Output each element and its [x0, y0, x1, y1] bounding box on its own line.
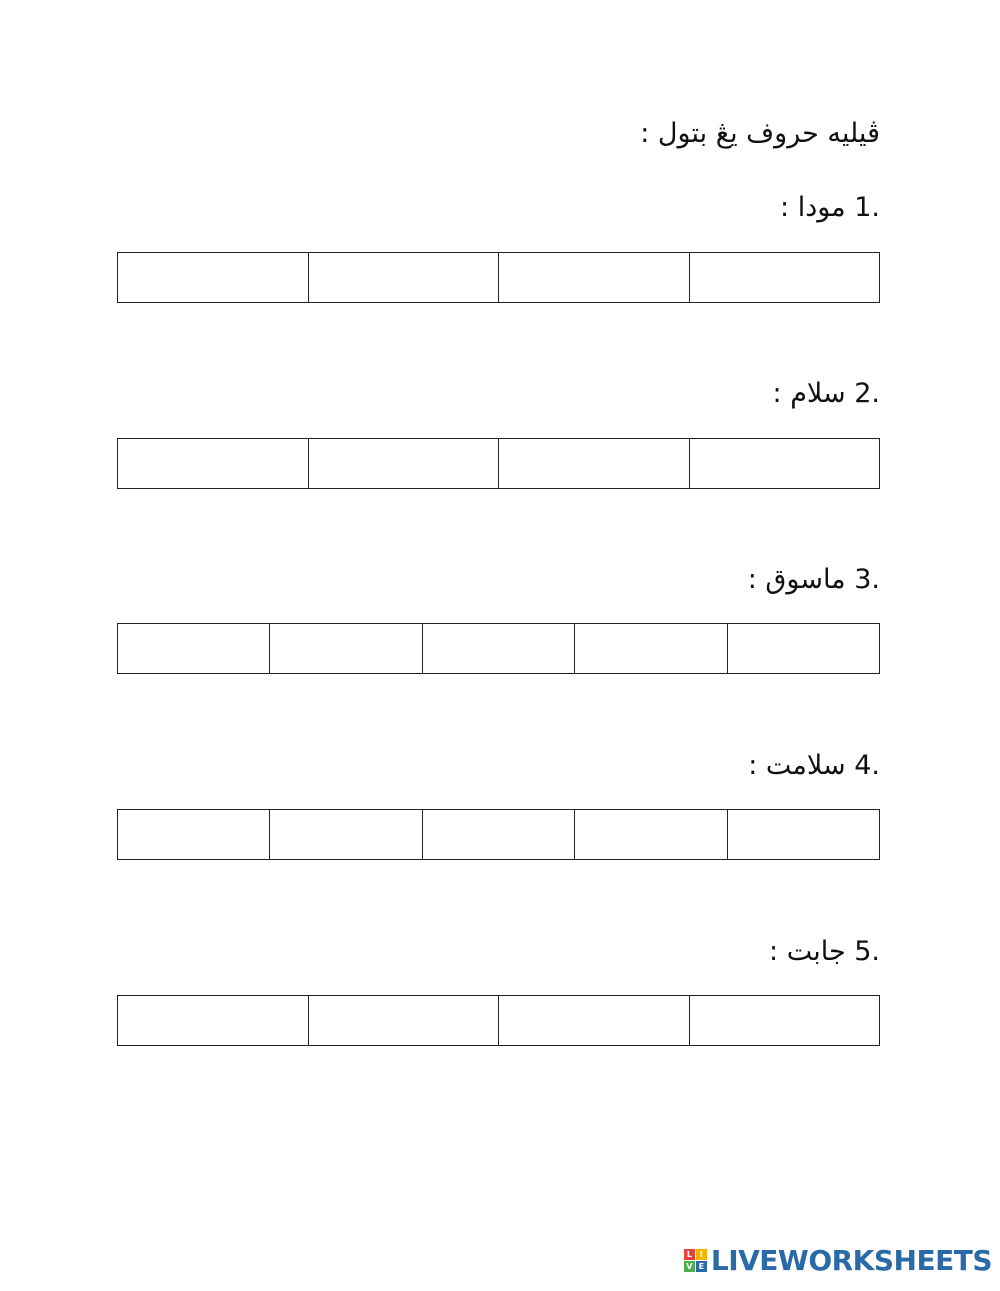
- logo-mark-letter: E: [696, 1261, 707, 1272]
- question-4: [117, 741, 880, 860]
- logo-mark-letter: I: [696, 1249, 707, 1260]
- question-colon: :: [772, 378, 782, 409]
- question-5: [117, 927, 880, 1046]
- question-number: 5.: [854, 936, 880, 967]
- logo-mark-letter: L: [684, 1249, 695, 1260]
- question-2: [117, 369, 880, 489]
- question-label: [117, 183, 880, 233]
- answer-box[interactable]: [574, 624, 726, 673]
- question-1: [117, 183, 880, 303]
- question-number: 2.: [854, 378, 880, 409]
- answer-box[interactable]: [689, 253, 880, 302]
- answer-box[interactable]: [689, 996, 880, 1045]
- question-word: ماسوق: [765, 564, 846, 595]
- answer-box[interactable]: [118, 996, 308, 1045]
- instruction-heading: ڤيليه حروف يڠ بتول :: [640, 118, 880, 149]
- answer-box[interactable]: [118, 253, 308, 302]
- answer-box[interactable]: [422, 624, 574, 673]
- answer-boxes: [117, 438, 880, 489]
- answer-box[interactable]: [727, 624, 879, 673]
- question-colon: :: [780, 192, 790, 223]
- question-label: [117, 741, 880, 791]
- answer-box[interactable]: [574, 810, 726, 859]
- answer-boxes: [117, 252, 880, 303]
- question-colon: :: [747, 564, 757, 595]
- question-label: [117, 555, 880, 605]
- answer-boxes: [117, 623, 880, 674]
- answer-box[interactable]: [498, 439, 689, 488]
- question-colon: :: [768, 936, 779, 967]
- logo-mark-letter: V: [684, 1261, 695, 1272]
- answer-boxes: [117, 809, 880, 860]
- question-word: جابت: [786, 936, 846, 967]
- answer-box[interactable]: [498, 996, 689, 1045]
- answer-boxes: [117, 995, 880, 1046]
- question-3: [117, 555, 880, 674]
- question-word: سلامت: [765, 750, 846, 781]
- answer-box[interactable]: [498, 253, 689, 302]
- question-number: 4.: [854, 750, 880, 781]
- question-word: مودا: [797, 192, 846, 223]
- question-label: [117, 927, 880, 977]
- logo-mark-icon: [684, 1249, 707, 1272]
- answer-box[interactable]: [727, 810, 879, 859]
- answer-box[interactable]: [118, 439, 308, 488]
- answer-box[interactable]: [118, 810, 269, 859]
- answer-box[interactable]: [269, 810, 421, 859]
- liveworksheets-logo: [684, 1244, 992, 1277]
- question-number: 3.: [854, 564, 880, 595]
- answer-box[interactable]: [689, 439, 880, 488]
- answer-box[interactable]: [308, 996, 499, 1045]
- answer-box[interactable]: [269, 624, 421, 673]
- answer-box[interactable]: [308, 439, 499, 488]
- answer-box[interactable]: [308, 253, 499, 302]
- question-number: 1.: [854, 192, 880, 223]
- logo-text: LIVEWORKSHEETS: [710, 1244, 992, 1277]
- answer-box[interactable]: [422, 810, 574, 859]
- question-label: [117, 369, 880, 419]
- question-colon: :: [748, 750, 758, 781]
- question-word: سلام: [790, 378, 846, 409]
- answer-box[interactable]: [118, 624, 269, 673]
